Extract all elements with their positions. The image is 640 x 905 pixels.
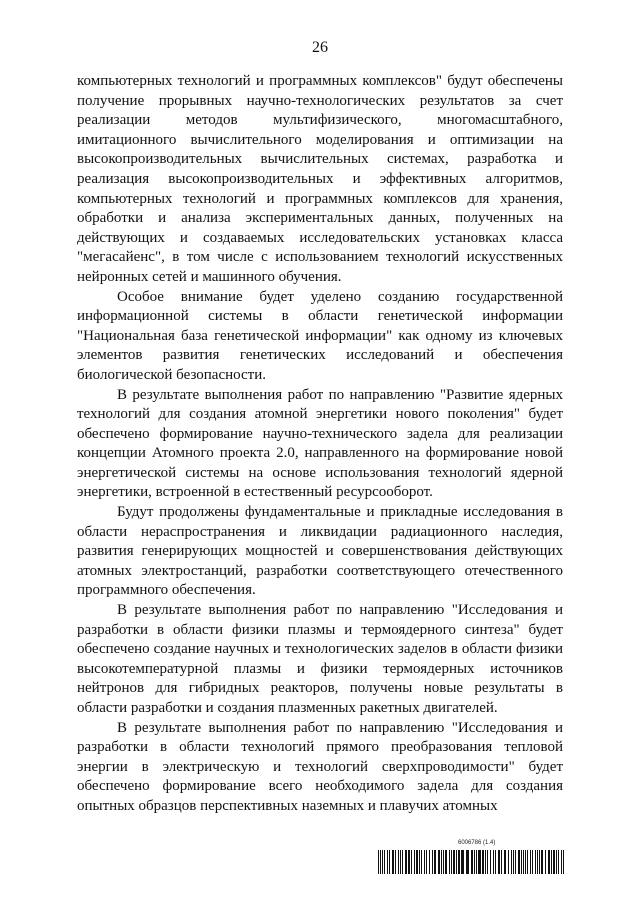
barcode-bar [443, 850, 444, 874]
barcode-bar [545, 850, 546, 874]
barcode-bar [527, 850, 528, 874]
barcode-bar [498, 850, 500, 874]
barcode-bar [408, 850, 410, 874]
barcode-bar [482, 850, 484, 874]
barcode-bar [553, 850, 555, 874]
barcode-bar [551, 850, 552, 874]
barcode-bar [461, 850, 464, 874]
barcode-bar [537, 850, 538, 874]
barcode-bar [449, 850, 450, 874]
barcode-bar [395, 850, 396, 874]
barcode-bar [378, 850, 379, 874]
barcode-bar [389, 850, 390, 874]
barcode-bar [421, 850, 422, 874]
barcode-bar [438, 850, 440, 874]
barcode-bar [411, 850, 412, 874]
document-body [77, 72, 563, 817]
barcode-bar [558, 850, 559, 874]
barcode-bar [490, 850, 491, 874]
barcode-bar [495, 850, 496, 874]
barcode-bar [539, 850, 540, 874]
barcode-image [378, 850, 564, 874]
barcode-bar [453, 850, 455, 874]
barcode-bar [429, 850, 430, 874]
barcode-bar [466, 850, 469, 874]
paragraph-nuclear-technologies: В результате выполнения работ по направлению "Развитие ядерных технологий для создания атомной энергетики нового поколения" будет обеспечено формирование научно-технического задела для реализации концепции Атомного проекта 2.0, направленного на формирование новой энергетической системы на основе использования технологий ядерной энергетики, встроенной в естественный ресурсооборот. [77, 386, 563, 501]
barcode-bar [426, 850, 427, 874]
barcode-bar [523, 850, 524, 874]
barcode-bar [530, 850, 531, 874]
barcode-bar [504, 850, 506, 874]
barcode-bar [508, 850, 509, 874]
page-number: 26 [312, 39, 328, 56]
barcode-bar [563, 850, 564, 874]
barcode-bar [434, 850, 436, 874]
barcode-bar [387, 850, 388, 874]
barcode-bar [515, 850, 516, 874]
paragraph-plasma-physics: В результате выполнения работ по направлению "Исследования и разработки в области физики плазмы и термоядерного синтеза" будет обеспечено создание научных и технологических заделов в области физики высокотемпературной плазмы и физики термоядерных источников нейтронов для гибридных реакторов, получены новые результаты в области разработки и создания плазменных ракетных двигателей. [77, 602, 563, 716]
barcode-bar [432, 850, 433, 874]
barcode-bar [400, 850, 401, 874]
barcode-bar [493, 850, 494, 874]
barcode-bar [471, 850, 473, 874]
barcode-bar [402, 850, 403, 874]
barcode-bar [419, 850, 420, 874]
barcode-bar [485, 850, 486, 874]
barcode-bar [414, 850, 415, 874]
barcode-bar [424, 850, 425, 874]
barcode-bar [451, 850, 452, 874]
barcode-bar [382, 850, 383, 874]
barcode-bar [474, 850, 475, 874]
barcode-bar [476, 850, 477, 874]
barcode-code: 6006786 (1.4) [458, 840, 496, 846]
barcode-bar [525, 850, 526, 874]
barcode-bar [441, 850, 442, 874]
paragraph-computing-results: компьютерных технологий и программных комплексов" будут обеспечены получение прорывных научно-технологических результатов за счет реализации методов мультифизического, многомасштабного, имитационного вычислительного моделирования и оптимизации на высокопроизводительных вычислительных системах, разработка и реализация высокопроизводительных и эффективных алгоритмов, компьютерных технологий и программных комплексов для хранения, обработки и анализа экспериментальных данных, полученных на действующих и создаваемых исследовательских установках класса "мегасайенс", в том числе с использованием технологий искусственных нейронных сетей и машинного обучения. [77, 73, 563, 285]
barcode-bar [456, 850, 457, 874]
barcode-bar [513, 850, 514, 874]
barcode-bar [487, 850, 488, 874]
barcode-bar [511, 850, 512, 874]
barcode-bar [478, 850, 481, 874]
barcode-bar [561, 850, 562, 874]
barcode-bar [501, 850, 502, 874]
barcode-bar [380, 850, 381, 874]
barcode-bar [405, 850, 407, 874]
paragraph-genetic-information: Особое внимание будет уделено созданию государственной информационной системы в области генетической информации "Национальная база генетической информации" как одному из ключевых элементов развития генетических исследований и обеспечения биологической безопасности. [77, 288, 563, 383]
barcode-bar [398, 850, 399, 874]
barcode-bar [532, 850, 533, 874]
paragraph-nonproliferation: Будут продолжены фундаментальные и прикладные исследования в области нераспространения и ликвидации радиационного наследия, развития генерирующих мощностей и совершенствования действующих атомных электростанций, разработки соответствующего отечественного программного обеспечения. [77, 504, 563, 599]
barcode-bar [541, 850, 543, 874]
barcode-bar [548, 850, 550, 874]
barcode-bar [384, 850, 385, 874]
barcode-bar [458, 850, 460, 874]
barcode-bar [392, 850, 394, 874]
barcode-bar [556, 850, 557, 874]
barcode-bar [445, 850, 447, 874]
paragraph-energy-conversion: В результате выполнения работ по направлению "Исследования и разработки в области технологий прямого преобразования тепловой энергии в электрическую и технологий сверхпроводимости" будет обеспечено формирование всего необходимого задела для создания опытных образцов перспективных наземных и плавучих атомных [77, 719, 563, 814]
barcode-bar [535, 850, 536, 874]
barcode-bar [521, 850, 522, 874]
barcode-bar [518, 850, 520, 874]
barcode-bar [416, 850, 418, 874]
